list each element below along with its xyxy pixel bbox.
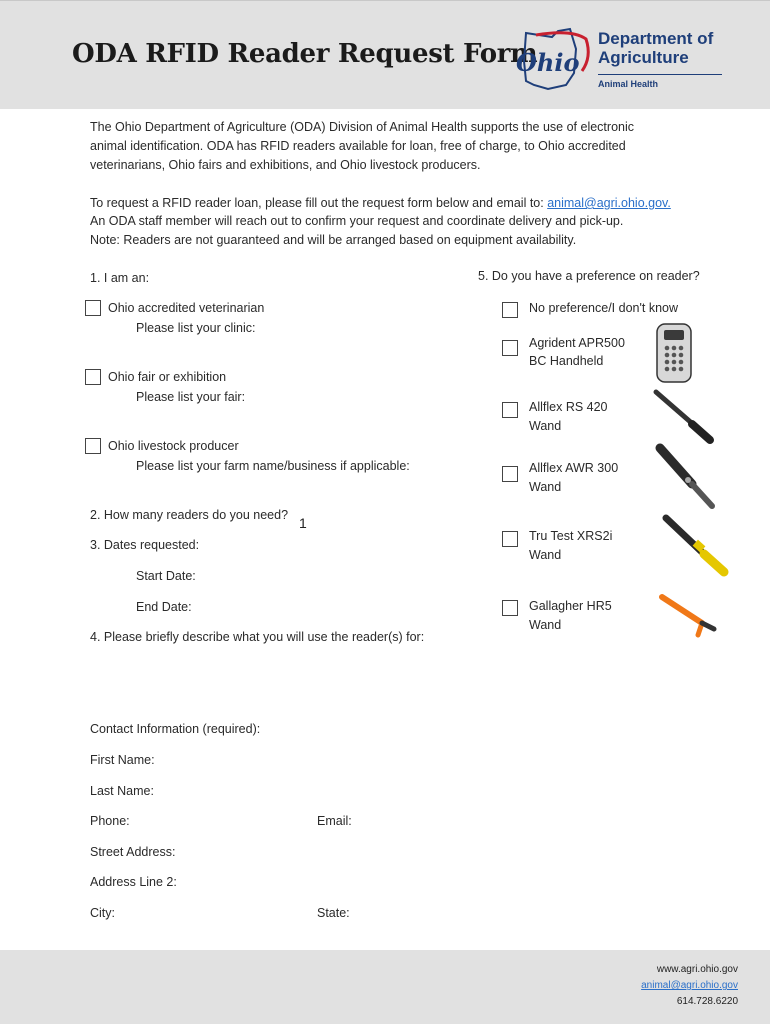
page-title: ODA RFID Reader Request Form: [72, 39, 538, 69]
reader-rs420-name: Allflex RS 420: [529, 400, 608, 414]
intro-staff-line: An ODA staff member will reach out to confirm your request and coordinate delivery and pick-up.: [90, 214, 624, 228]
svg-text:Ohio: Ohio: [516, 48, 580, 77]
page-header: [0, 0, 770, 109]
q1-fair-prompt: Please list your fair:: [136, 390, 246, 404]
start-date-label: Start Date:: [136, 569, 196, 583]
checkbox-veterinarian[interactable]: [85, 300, 101, 316]
street-address-label: Street Address:: [90, 845, 176, 859]
last-name-label: Last Name:: [90, 784, 154, 798]
reader-gallagher-name: Gallagher HR5: [529, 599, 612, 613]
checkbox-producer[interactable]: [85, 438, 101, 454]
logo-dept-sub: Animal Health: [598, 79, 659, 89]
reader-awr300-name: Allflex AWR 300: [529, 461, 619, 475]
readers-count-value[interactable]: 1: [299, 515, 307, 531]
oda-logo: [512, 27, 732, 93]
reader-trutest-name: Tru Test XRS2i: [529, 529, 613, 543]
q1-farm-prompt: Please list your farm name/business if applicable:: [136, 459, 410, 473]
reader-agrident-type: BC Handheld: [529, 354, 604, 368]
checkbox-gallagher[interactable]: [502, 600, 518, 616]
allflex-rs420-wand-icon: [652, 388, 714, 444]
footer-phone: 614.728.6220: [676, 996, 738, 1007]
q1-option-producer: Ohio livestock producer: [108, 439, 239, 453]
q1-clinic-prompt: Please list your clinic:: [136, 321, 256, 335]
q5-label: 5. Do you have a preference on reader?: [478, 269, 700, 283]
q1-option-veterinarian: Ohio accredited veterinarian: [108, 301, 265, 315]
checkbox-allflex-awr300[interactable]: [502, 466, 518, 482]
checkbox-agrident[interactable]: [502, 340, 518, 356]
intro-line-3: veterinarians, Ohio fairs and exhibitions, and Ohio livestock producers.: [90, 158, 481, 172]
gallagher-wand-icon: [658, 593, 720, 639]
logo-divider: [598, 74, 722, 75]
ohio-state-outline-icon: [512, 27, 594, 93]
q1-option-fair: Ohio fair or exhibition: [108, 370, 227, 384]
address-line2-label: Address Line 2:: [90, 875, 177, 889]
page-footer: [0, 950, 770, 1024]
city-label: City:: [90, 906, 115, 920]
intro-request-text: To request a RFID reader loan, please fill out the request form below and email to:: [90, 196, 548, 210]
checkbox-no-preference[interactable]: [502, 302, 518, 318]
reader-awr300-type: Wand: [529, 480, 562, 494]
logo-dept-line2: Agriculture: [598, 48, 689, 67]
checkbox-allflex-rs420[interactable]: [502, 402, 518, 418]
request-email-link[interactable]: animal@agri.ohio.gov.: [547, 196, 671, 210]
agrident-handheld-icon: [655, 322, 693, 384]
reader-trutest-type: Wand: [529, 548, 562, 562]
q4-label: 4. Please briefly describe what you will use the reader(s) for:: [90, 630, 425, 644]
email-label: Email:: [317, 814, 352, 828]
footer-email-link[interactable]: animal@agri.ohio.gov: [641, 980, 738, 991]
intro-request-line: [90, 194, 671, 212]
state-label: State:: [317, 906, 350, 920]
checkbox-fair[interactable]: [85, 369, 101, 385]
reader-rs420-type: Wand: [529, 419, 562, 433]
checkbox-tru-test[interactable]: [502, 531, 518, 547]
intro-line-1: The Ohio Department of Agriculture (ODA) Division of Animal Health supports the use of electronic: [90, 120, 635, 134]
first-name-label: First Name:: [90, 753, 155, 767]
end-date-label: End Date:: [136, 600, 192, 614]
allflex-awr300-wand-icon: [652, 442, 720, 512]
tru-test-wand-icon: [660, 512, 732, 578]
intro-line-2: animal identification. ODA has RFID readers available for loan, free of charge, to Ohio accredited: [90, 139, 626, 153]
phone-label: Phone:: [90, 814, 130, 828]
q1-label: 1. I am an:: [90, 271, 150, 285]
contact-heading: Contact Information (required):: [90, 722, 261, 736]
q3-label: 3. Dates requested:: [90, 538, 200, 552]
q2-label: 2. How many readers do you need?: [90, 508, 289, 522]
logo-dept-line1: Department of: [598, 29, 714, 48]
reader-gallagher-type: Wand: [529, 618, 562, 632]
reader-agrident-name: Agrident APR500: [529, 336, 625, 350]
footer-website[interactable]: www.agri.ohio.gov: [656, 964, 738, 975]
intro-note-line: Note: Readers are not guaranteed and will be arranged based on equipment availability.: [90, 233, 577, 247]
reader-option-no-preference: No preference/I don't know: [529, 301, 678, 315]
